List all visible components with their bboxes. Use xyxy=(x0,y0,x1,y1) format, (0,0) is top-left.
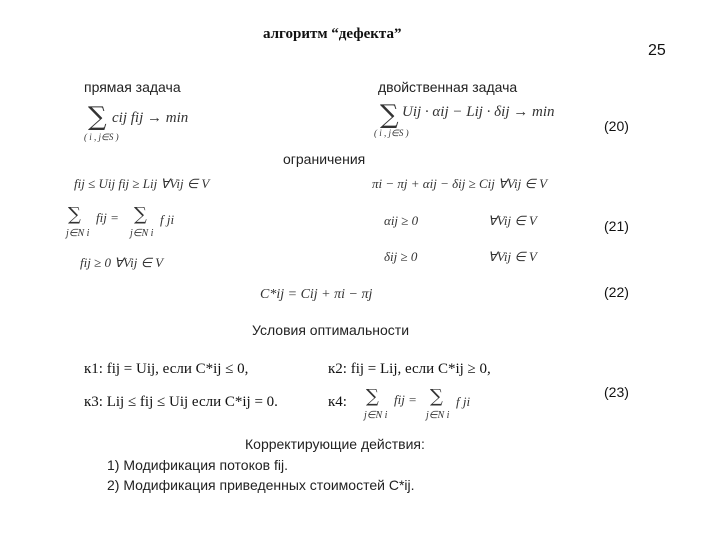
equation-number-20: (20) xyxy=(604,118,629,134)
condition-k4-formula xyxy=(364,386,494,426)
corrective-item-1: 1) Модификация потоков fij. xyxy=(107,457,288,473)
k4-lhs-body: fij = xyxy=(394,392,417,407)
dual-constraint-row1: πi − πj + αij − δij ≥ Cij ∀Vij ∈ V xyxy=(372,176,548,191)
condition-k2: к2: fij = Lij, если C*ij ≥ 0, xyxy=(328,361,491,377)
condition-k4-prefix: к4: xyxy=(328,394,347,410)
dual-constraint-alpha-domain: ∀Vij ∈ V xyxy=(488,213,537,228)
balance-lhs-index: j∈N i xyxy=(66,228,90,239)
equation-number-22: (22) xyxy=(604,284,629,300)
dual-objective-body: Uij · αij − Lij · δij → min xyxy=(402,104,555,120)
primal-problem-label: прямая задача xyxy=(84,79,181,95)
dual-problem-label: двойственная задача xyxy=(378,79,518,95)
primal-objective-body: cij fij → min xyxy=(112,110,189,126)
condition-k3: к3: Lij ≤ fij ≤ Uij если C*ij = 0. xyxy=(84,394,278,410)
sum-symbol: ∑ xyxy=(134,204,147,225)
primal-objective-index: ( i , j∈S ) xyxy=(84,132,119,142)
primal-balance-constraint xyxy=(66,204,196,244)
balance-lhs-body: fij = xyxy=(96,210,119,225)
k4-rhs-body: f ji xyxy=(456,394,471,409)
sum-symbol: ∑ xyxy=(88,102,107,132)
constraints-label: ограничения xyxy=(283,151,366,167)
sum-symbol: ∑ xyxy=(380,100,399,130)
sum-symbol: ∑ xyxy=(366,386,379,407)
dual-constraint-delta: δij ≥ 0 xyxy=(384,249,418,264)
dual-constraint-alpha: αij ≥ 0 xyxy=(384,213,419,228)
reduced-cost-formula: C*ij = Cij + πi − πj xyxy=(260,287,373,302)
k4-lhs-index: j∈N i xyxy=(364,410,388,421)
equation-number-21: (21) xyxy=(604,218,629,234)
sum-symbol: ∑ xyxy=(68,204,81,225)
sum-symbol: ∑ xyxy=(430,386,443,407)
k4-rhs-index: j∈N i xyxy=(426,410,450,421)
balance-rhs-index: j∈N i xyxy=(130,228,154,239)
balance-rhs-body: f ji xyxy=(160,212,175,227)
condition-k1: к1: fij = Uij, если C*ij ≤ 0, xyxy=(84,361,249,377)
primal-bound-constraints: fij ≤ Uij fij ≥ Lij ∀Vij ∈ V xyxy=(74,176,210,191)
corrective-item-2: 2) Модификация приведенных стоимостей C*ij. xyxy=(107,477,415,493)
primal-nonneg-constraint: fij ≥ 0 ∀Vij ∈ V xyxy=(80,255,164,270)
primal-objective xyxy=(84,102,214,144)
page-number: 25 xyxy=(648,42,666,59)
optimality-label: Условия оптимальности xyxy=(252,322,410,338)
dual-constraint-delta-domain: ∀Vij ∈ V xyxy=(488,249,537,264)
dual-objective-index: ( i , j∈S ) xyxy=(374,128,409,138)
slide-title: алгоритм “дефекта” xyxy=(263,26,402,42)
corrective-actions-label: Корректирующие действия: xyxy=(245,436,425,452)
equation-number-23: (23) xyxy=(604,384,629,400)
dual-objective xyxy=(372,100,572,142)
